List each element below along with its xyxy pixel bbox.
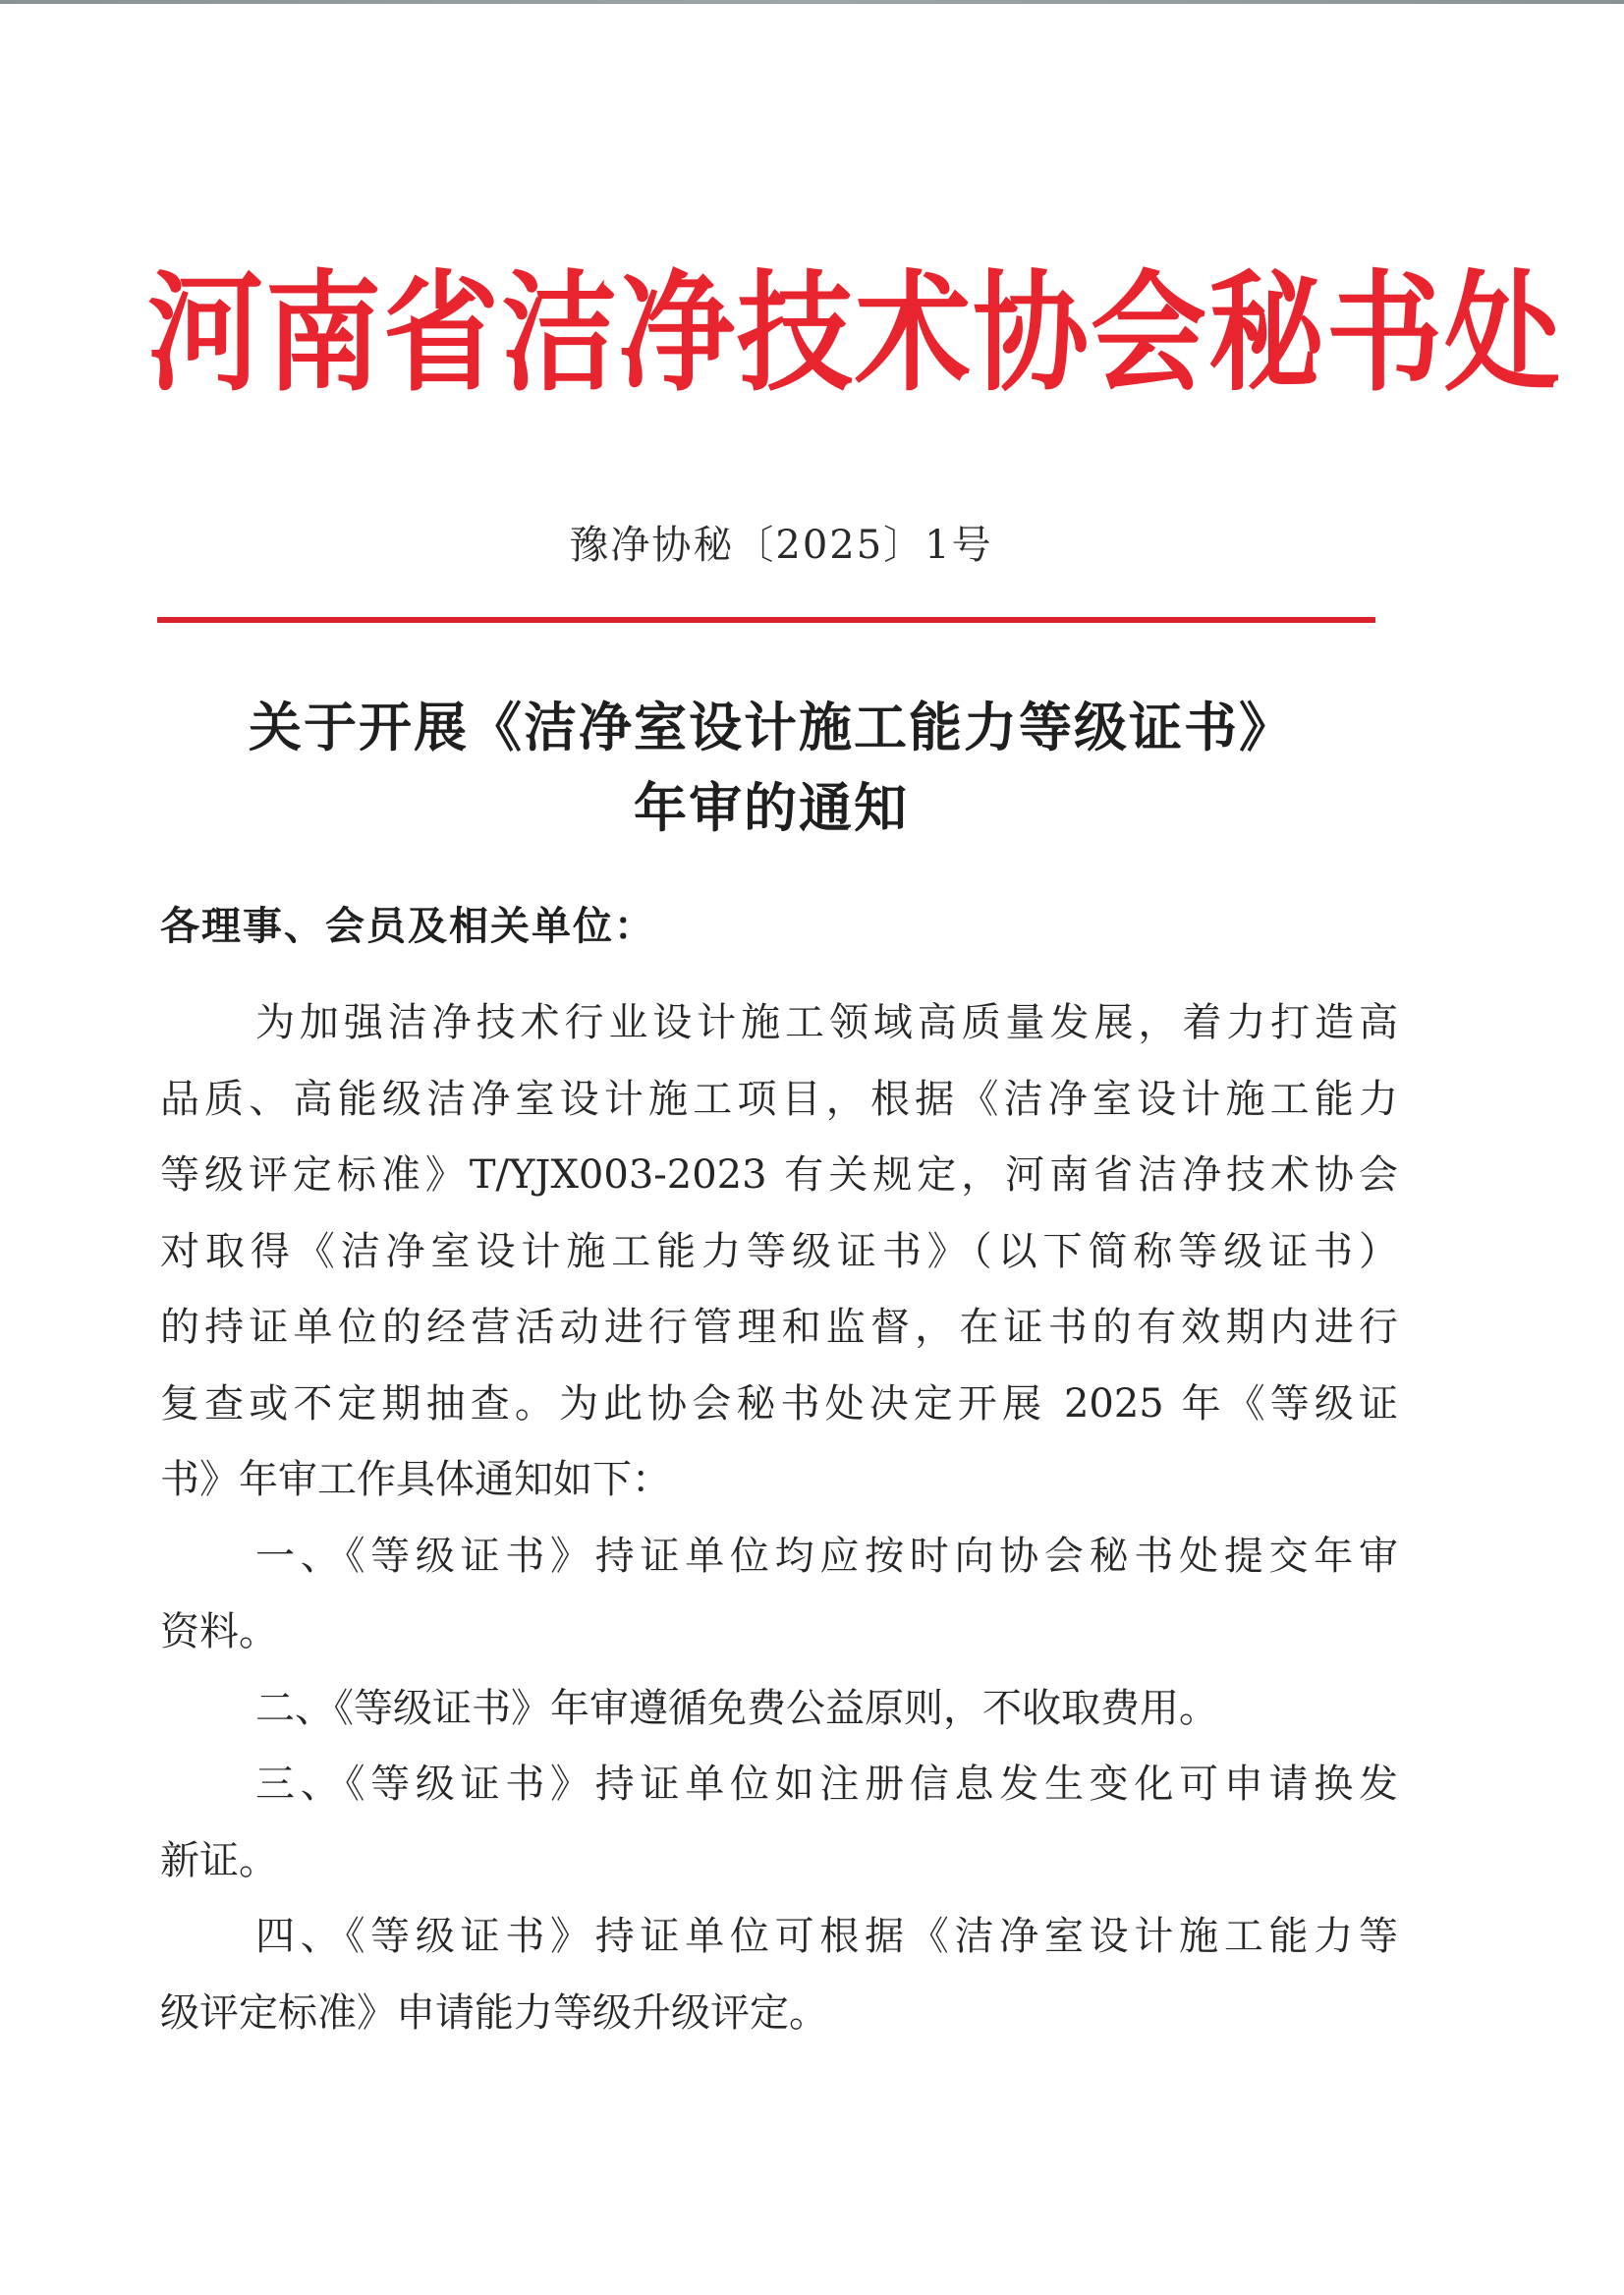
list-item-line: 级评定标准》申请能力等级升级评定。 — [160, 1989, 828, 2036]
list-item-line: 一、《等级证书》持证单位均应按时向协会秘书处提交年审 — [255, 1533, 1398, 1579]
paragraph-line: 复查或不定期抽查。为此协会秘书处决定开展 2025 年《等级证 — [160, 1380, 1398, 1427]
list-item-line: 二、《等级证书》年审遵循免费公益原则，不收取费用。 — [255, 1685, 1218, 1731]
list-item-line: 资料。 — [160, 1609, 278, 1654]
list-item-line: 新证。 — [160, 1837, 278, 1883]
document-number: 豫净协秘〔2025〕1号 — [569, 523, 993, 568]
paragraph-line: 书》年审工作具体通知如下： — [160, 1457, 671, 1502]
list-item-line: 三、《等级证书》持证单位如注册信息发生变化可申请换发 — [255, 1762, 1398, 1807]
paragraph-line: 等级评定标准》T/YJX003-2023 有关规定，河南省洁净技术协会 — [160, 1152, 1398, 1198]
paragraph-line: 对取得《洁净室设计施工能力等级证书》（以下简称等级证书） — [160, 1228, 1398, 1274]
document-title — [157, 688, 1385, 849]
salutation: 各理事、会员及相关单位： — [160, 904, 655, 949]
list-item-line: 四、《等级证书》持证单位可根据《洁净室设计施工能力等 — [255, 1914, 1398, 1959]
title-line-1: 关于开展《洁净室设计施工能力等级证书》 — [249, 697, 1294, 758]
document-body — [160, 985, 1398, 2051]
paragraph-line: 的持证单位的经营活动进行管理和监督，在证书的有效期内进行 — [160, 1305, 1398, 1350]
title-line-2: 年审的通知 — [634, 777, 909, 839]
organization-header: 河南省洁净技术协会秘书处 — [147, 256, 1563, 410]
header-divider-rule — [157, 617, 1375, 623]
scan-top-edge — [0, 0, 1624, 4]
paragraph-line: 为加强洁净技术行业设计施工领域高质量发展，着力打造高 — [255, 1000, 1398, 1045]
paragraph-line: 品质、高能级洁净室设计施工项目，根据《洁净室设计施工能力 — [160, 1076, 1398, 1122]
